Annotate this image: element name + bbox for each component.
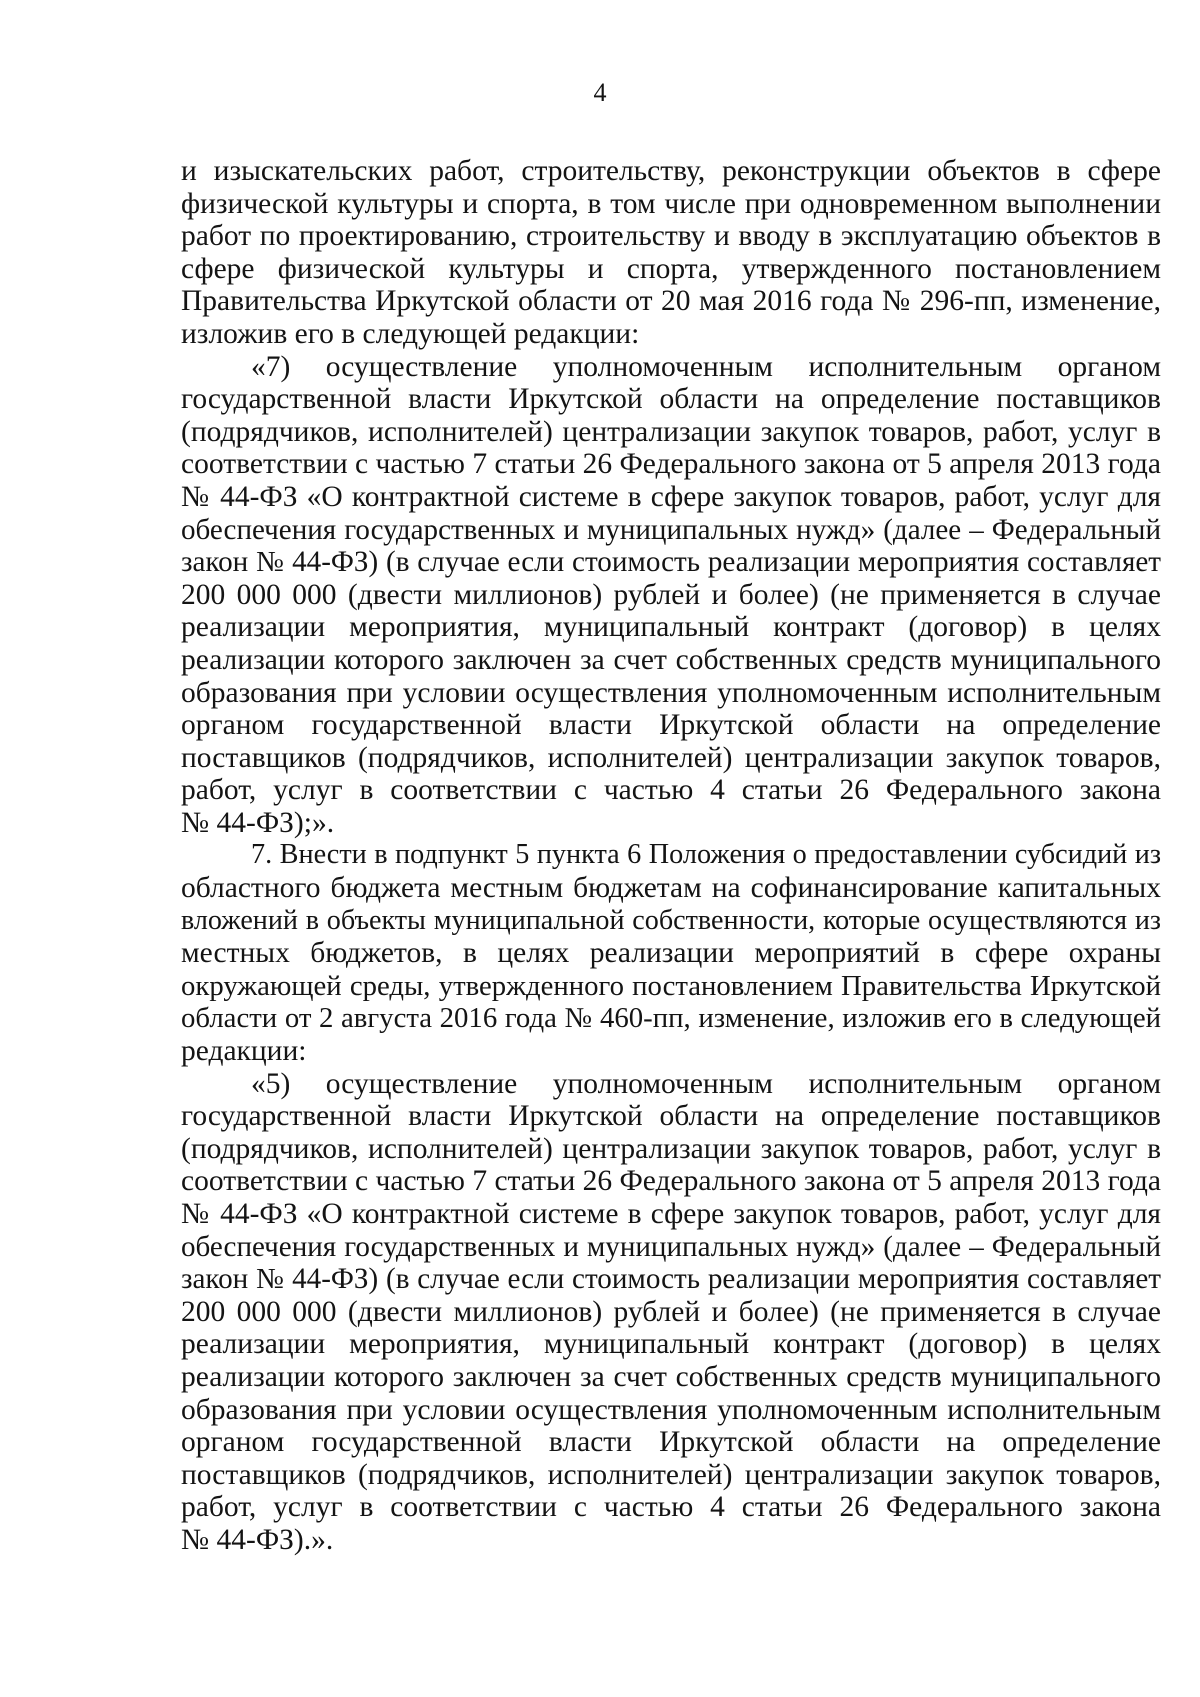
text-line: государственной власти Иркутской области на определение поставщиков <box>181 383 1161 416</box>
text-line: вложений в объекты муниципальной собственности, которые осуществляются из <box>181 904 1161 936</box>
text-line: «5) осуществление уполномоченным исполнительным органом <box>251 1067 1161 1100</box>
document-body <box>181 155 1161 1557</box>
text-line: обеспечения государственных и муниципальных нужд» (далее – Федеральный <box>181 513 1161 546</box>
text-line: изложив его в следующей редакции: <box>181 317 640 350</box>
text-line: органом государственной власти Иркутской области на определение <box>181 1426 1161 1459</box>
text-line: закон № 44-ФЗ) (в случае если стоимость реализации мероприятия составляет <box>181 546 1161 579</box>
text-line: «7) осуществление уполномоченным исполнительным органом <box>251 350 1161 383</box>
text-line: и изыскательских работ, строительству, реконструкции объектов в сфере <box>181 155 1161 187</box>
text-line: Правительства Иркутской области от 20 мая 2016 года № 296-пп, изменение, <box>181 285 1161 318</box>
text-line: реализации которого заключен за счет собственных средств муниципального <box>181 1360 1161 1393</box>
text-line: 200 000 000 (двести миллионов) рублей и более) (не применяется в случае <box>181 1295 1161 1328</box>
text-line: № 44-ФЗ).». <box>181 1523 334 1556</box>
text-line: образования при условии осуществления уполномоченным исполнительным <box>181 1393 1161 1426</box>
text-line: окружающей среды, утвержденного постановлением Правительства Иркутской <box>181 969 1161 1002</box>
text-line: реализации мероприятия, муниципальный контракт (договор) в целях <box>181 611 1161 644</box>
text-line: органом государственной власти Иркутской области на определение <box>181 709 1161 742</box>
text-line: образования при условии осуществления уполномоченным исполнительным <box>181 676 1161 709</box>
text-line: № 44-ФЗ);». <box>181 806 335 839</box>
text-line: реализации которого заключен за счет собственных средств муниципального <box>181 643 1161 676</box>
text-line: работ, услуг в соответствии с частью 4 статьи 26 Федерального закона <box>181 1491 1161 1524</box>
text-line: редакции: <box>181 1035 307 1068</box>
text-line: обеспечения государственных и муниципальных нужд» (далее – Федеральный <box>181 1230 1161 1263</box>
text-line: 7. Внести в подпункт 5 пункта 6 Положения о предоставлении субсидий из <box>251 839 1161 871</box>
text-line: областного бюджета местным бюджетам на софинансирование капитальных <box>181 872 1161 905</box>
text-line: закон № 44-ФЗ) (в случае если стоимость реализации мероприятия составляет <box>181 1263 1161 1296</box>
text-line: поставщиков (подрядчиков, исполнителей) централизации закупок товаров, <box>181 741 1161 774</box>
page-number: 4 <box>593 78 607 107</box>
text-line: области от 2 августа 2016 года № 460-пп, изменение, изложив его в следующей <box>181 1002 1161 1035</box>
text-line: работ по проектированию, строительству и вводу в эксплуатацию объектов в <box>181 220 1161 253</box>
text-line: реализации мероприятия, муниципальный контракт (договор) в целях <box>181 1328 1161 1361</box>
text-line: местных бюджетов, в целях реализации мероприятий в сфере охраны <box>181 937 1161 970</box>
text-line: соответствии с частью 7 статьи 26 Федерального закона от 5 апреля 2013 года <box>181 1165 1161 1198</box>
text-line: государственной власти Иркутской области на определение поставщиков <box>181 1100 1161 1133</box>
text-line: 200 000 000 (двести миллионов) рублей и более) (не применяется в случае <box>181 578 1161 611</box>
text-line: работ, услуг в соответствии с частью 4 статьи 26 Федерального закона <box>181 774 1161 807</box>
text-line: № 44-ФЗ «О контрактной системе в сфере закупок товаров, работ, услуг для <box>181 1198 1161 1230</box>
text-line: № 44-ФЗ «О контрактной системе в сфере закупок товаров, работ, услуг для <box>181 480 1161 513</box>
text-line: поставщиков (подрядчиков, исполнителей) централизации закупок товаров, <box>181 1458 1161 1491</box>
text-line: сфере физической культуры и спорта, утвержденного постановлением <box>181 252 1161 285</box>
text-line: соответствии с частью 7 статьи 26 Федерального закона от 5 апреля 2013 года <box>181 448 1161 481</box>
text-line: физической культуры и спорта, в том числе при одновременном выполнении <box>181 187 1161 220</box>
text-line: (подрядчиков, исполнителей) централизации закупок товаров, работ, услуг в <box>181 1132 1161 1165</box>
text-line: (подрядчиков, исполнителей) централизации закупок товаров, работ, услуг в <box>181 415 1161 448</box>
